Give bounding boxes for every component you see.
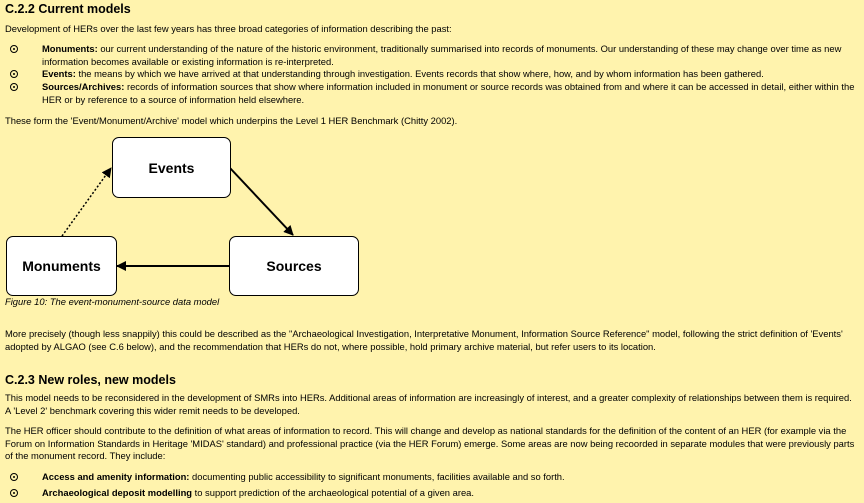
- desc-monuments: our current understanding of the nature of the historic environment, traditionally summarised into records of monuments. Our understanding of these may change over time as new information becomes available or existing information is re-interpreted.: [42, 43, 842, 67]
- desc-sources: records of information sources that show where information included in monument or source records was obtained from and where it can be accessed in detail, either within the HER or by reference to a source of information held elsewhere.: [42, 81, 855, 105]
- after-diagram-paragraph: More precisely (though less snappily) this could be described as the "Archaeological Investigation, Interpretative Monument, Information Source Reference" model, following the strict definition of 'Events' adopted by ALGAO (see C.6 below), and the recommendation that HERs do not, where possible, hold primary archive material, but refer users to its location.: [5, 328, 843, 352]
- arrow-monuments-to-events-dotted: [62, 168, 111, 236]
- desc-deposit-modelling: to support prediction of the archaeological potential of a given area.: [192, 487, 474, 498]
- arrow-events-to-sources: [230, 168, 293, 235]
- model-sentence: These form the 'Event/Monument/Archive' model which underpins the Level 1 HER Benchmark (Chitty 2002).: [5, 115, 458, 126]
- desc-events: the means by which we have arrived at that understanding through investigation. Events records that show where, how, and by whom information has been gathered.: [75, 68, 764, 79]
- figure-caption: Figure 10: The event-monument-source data model: [5, 296, 220, 307]
- section-heading-current-models: C.2.2 Current models: [5, 2, 131, 16]
- term-access-amenity: Access and amenity information:: [42, 471, 190, 482]
- bullet-icon: [10, 489, 18, 497]
- section2-paragraph-2: The HER officer should contribute to the definition of what areas of information to record. This will change and develop as national standards for the definition of the content of an HER (for example via the Forum on Information Standards in Heritage 'MIDAS' standard) and professional practice (via the HER Forum) emerge. Some areas are now being recoorded in separate modules that were previously parts of the monument record. They include:: [5, 425, 855, 462]
- node-monuments: Monuments: [6, 236, 117, 296]
- section2-paragraph-1: This model needs to be reconsidered in the development of SMRs into HERs. Additional areas of information are increasingly of interest, and a greater complexity of relationships between them is required. A 'Level 2' benchmark covering this wider remit needs to be developed.: [5, 392, 852, 416]
- section-heading-new-roles: C.2.3 New roles, new models: [5, 373, 176, 387]
- node-events: Events: [112, 137, 231, 198]
- bullet-icon: [10, 473, 18, 481]
- intro-paragraph: Development of HERs over the last few years has three broad categories of information describing the past:: [5, 23, 452, 34]
- term-events: Events:: [42, 68, 76, 79]
- node-sources: Sources: [229, 236, 359, 296]
- term-monuments: Monuments:: [42, 43, 98, 54]
- term-sources: Sources/Archives:: [42, 81, 125, 92]
- desc-access-amenity: documenting public accessibility to significant monuments, facilities available and so forth.: [189, 471, 565, 482]
- term-deposit-modelling: Archaeological deposit modelling: [42, 487, 193, 498]
